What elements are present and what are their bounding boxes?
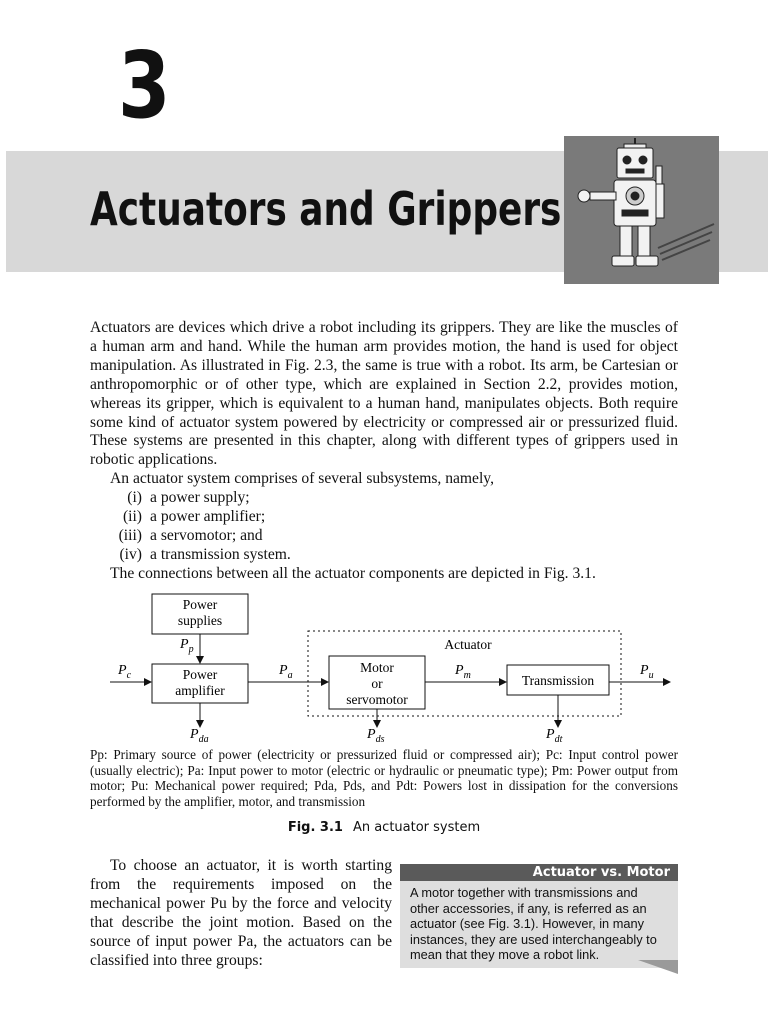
power-amplifier-label-2: amplifier bbox=[175, 683, 225, 698]
pm-label: $P_m$ bbox=[455, 663, 471, 681]
pu-label: $P_u$ bbox=[640, 663, 654, 681]
list-item: (ii) a power amplifier; bbox=[122, 508, 266, 526]
choose-actuator-paragraph: To choose an actuator, it is worth starting from the requirements imposed on the mechanical power Pu by the force and velocity that describe the joint motion. Based on the source of input power Pa, the actuators can be classified into three groups: bbox=[90, 857, 392, 969]
figure-label: Fig. 3.1 bbox=[287, 820, 343, 835]
list-item: (iii) a servomotor; and bbox=[118, 526, 263, 544]
sidebar-text: A motor together with transmissions and other accessories, if any, is referred as an actuator (see Fig. 3.1). However, in many instances, they are used interchangeably to mean that they move a robot link. bbox=[400, 881, 678, 968]
power-supplies-label-1: Power bbox=[182, 597, 218, 612]
chapter-number: 3 bbox=[118, 32, 171, 139]
actuator-label: Actuator bbox=[444, 637, 492, 652]
list-item: (i) a power supply; bbox=[127, 489, 250, 507]
subsystem-list bbox=[90, 489, 678, 565]
connections-paragraph: The connections between all the actuator components are depicted in Fig. 3.1. bbox=[110, 564, 596, 582]
motor-label-2: or bbox=[371, 676, 383, 691]
sidebar-corner-icon bbox=[638, 960, 678, 974]
pp-label: $P_p$ bbox=[180, 637, 194, 655]
list-item: (iv) a transmission system. bbox=[119, 545, 291, 563]
power-supplies-label-2: supplies bbox=[177, 613, 223, 628]
transmission-label: Transmission bbox=[521, 673, 595, 688]
figure-caption-text: An actuator system bbox=[352, 820, 481, 835]
sidebar-box bbox=[400, 864, 678, 968]
pdt-label: $P_{dt}$ bbox=[546, 727, 563, 745]
intro-paragraph: Actuators are devices which drive a robot including its grippers. They are like the muscles of a human arm and hand. While the human arm provides motion, the hand is used for object manipulation. As illustrated in Fig. 2.3, the same is true with a robot. Its arm, be Cartesian or anthropomorphic or of other type, which are explained in Section 2.2, provides motion, whereas its gripper, which is equivalent to a human hand, manipulates objects. Both require some kind of actuator system powered by electricity or compressed air or pressurized fluid. These systems are presented in this chapter, along with different types of grippers used in robotic applications. bbox=[90, 319, 678, 469]
pds-label: $P_{ds}$ bbox=[367, 727, 385, 745]
power-amplifier-label-1: Power bbox=[182, 667, 218, 682]
sidebar-title: Actuator vs. Motor bbox=[400, 864, 678, 881]
pda-label: $P_{da}$ bbox=[190, 727, 209, 745]
figure-caption bbox=[0, 820, 768, 835]
motor-label-3: servomotor bbox=[346, 692, 408, 707]
robot-illustration bbox=[564, 136, 719, 284]
robot-icon bbox=[564, 136, 719, 284]
chapter-title: Actuators and Grippers bbox=[90, 182, 562, 236]
motor-label-1: Motor bbox=[360, 660, 394, 675]
pc-label: $P_c$ bbox=[118, 663, 132, 681]
figure-notes: Pp: Primary source of power (electricity or pressurized fluid or compressed air); Pc: Input control power (usually electric); Pa: Input power to motor (electric or hydraulic or pneumatic type); Pm: Power output from motor; Pu: Mechanical power required; Pda, Pds, and Pdt: Powers lost in dissipation for the conversions performed by the amplifier, motor, and transmission bbox=[90, 747, 678, 809]
subsystems-intro: An actuator system comprises of several subsystems, namely, bbox=[110, 470, 494, 488]
pa-label: $P_a$ bbox=[279, 663, 293, 681]
actuator-system-diagram bbox=[90, 590, 690, 748]
body-text bbox=[90, 319, 678, 584]
